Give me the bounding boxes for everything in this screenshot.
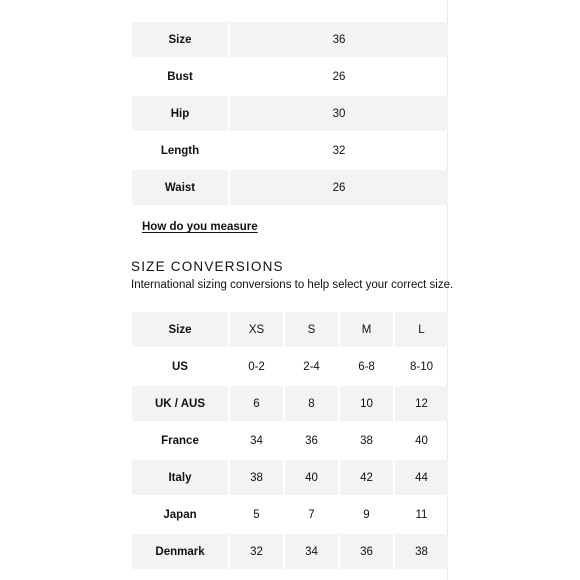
region-label: France [161,434,199,447]
section-title: SIZE CONVERSIONS [131,259,284,274]
region-label: US [172,360,188,373]
conversion-cell: 42 [340,460,393,495]
conversion-cell: 10 [340,386,393,421]
conversion-row-japan [132,497,448,532]
measurement-value: 36 [230,22,448,57]
region-label: UK / AUS [132,386,228,421]
section-subtitle: International sizing conversions to help select your correct size. [131,279,454,291]
region-label: Italy [132,460,228,495]
conversion-cell: 8-10 [409,360,434,373]
size-header-xs: XS [230,312,283,347]
conversion-cell: 5 [253,508,260,521]
conversion-cell: 11 [415,508,428,521]
measurement-label: Size [132,22,228,57]
size-header-l: L [395,312,448,347]
conversion-cell: 38 [230,460,283,495]
conversion-cell: 40 [285,460,338,495]
conversion-cell: 12 [395,386,448,421]
measurement-row-bust [132,59,448,94]
measurement-row-hip [132,96,448,131]
conversion-header-label: Size [132,312,228,347]
region-label: Japan [163,508,197,521]
measurement-value: 30 [230,96,448,131]
conversion-row-italy [132,460,448,495]
measurement-label: Bust [167,70,193,83]
conversion-cell: 36 [340,534,393,569]
measurement-value: 32 [332,144,346,157]
conversion-cell: 38 [360,434,373,447]
conversion-row-uk-aus [132,386,448,421]
conversion-cell: 6-8 [358,360,375,373]
conversion-cell: 38 [395,534,448,569]
conversion-cell: 7 [308,508,315,521]
conversion-cell: 36 [305,434,318,447]
measurements-table [130,20,450,207]
conversion-cell: 34 [285,534,338,569]
conversion-header-row [132,312,448,347]
conversion-row-us [132,349,448,384]
measurement-label: Hip [132,96,228,131]
measurement-row-waist [132,170,448,205]
conversion-cell: 0-2 [248,360,265,373]
conversion-cell: 6 [230,386,283,421]
conversion-cell: 34 [250,434,263,447]
conversion-cell: 44 [395,460,448,495]
conversion-row-france [132,423,448,458]
measurement-value: 26 [230,170,448,205]
measurement-label: Length [160,144,200,157]
size-conversions-table [130,310,450,571]
region-label: Denmark [132,534,228,569]
how-do-you-measure-link[interactable]: How do you measure [142,221,258,233]
size-header-s: S [285,312,338,347]
measurement-value: 26 [332,70,346,83]
conversion-cell: 8 [285,386,338,421]
measurement-row-length [132,133,448,168]
measurement-label: Waist [132,170,228,205]
size-header-m: M [340,312,393,347]
measurement-row-size [132,22,448,57]
conversion-cell: 32 [230,534,283,569]
conversion-cell: 9 [363,508,370,521]
conversion-row-denmark [132,534,448,569]
conversion-cell: 2-4 [303,360,320,373]
conversion-cell: 40 [415,434,428,447]
